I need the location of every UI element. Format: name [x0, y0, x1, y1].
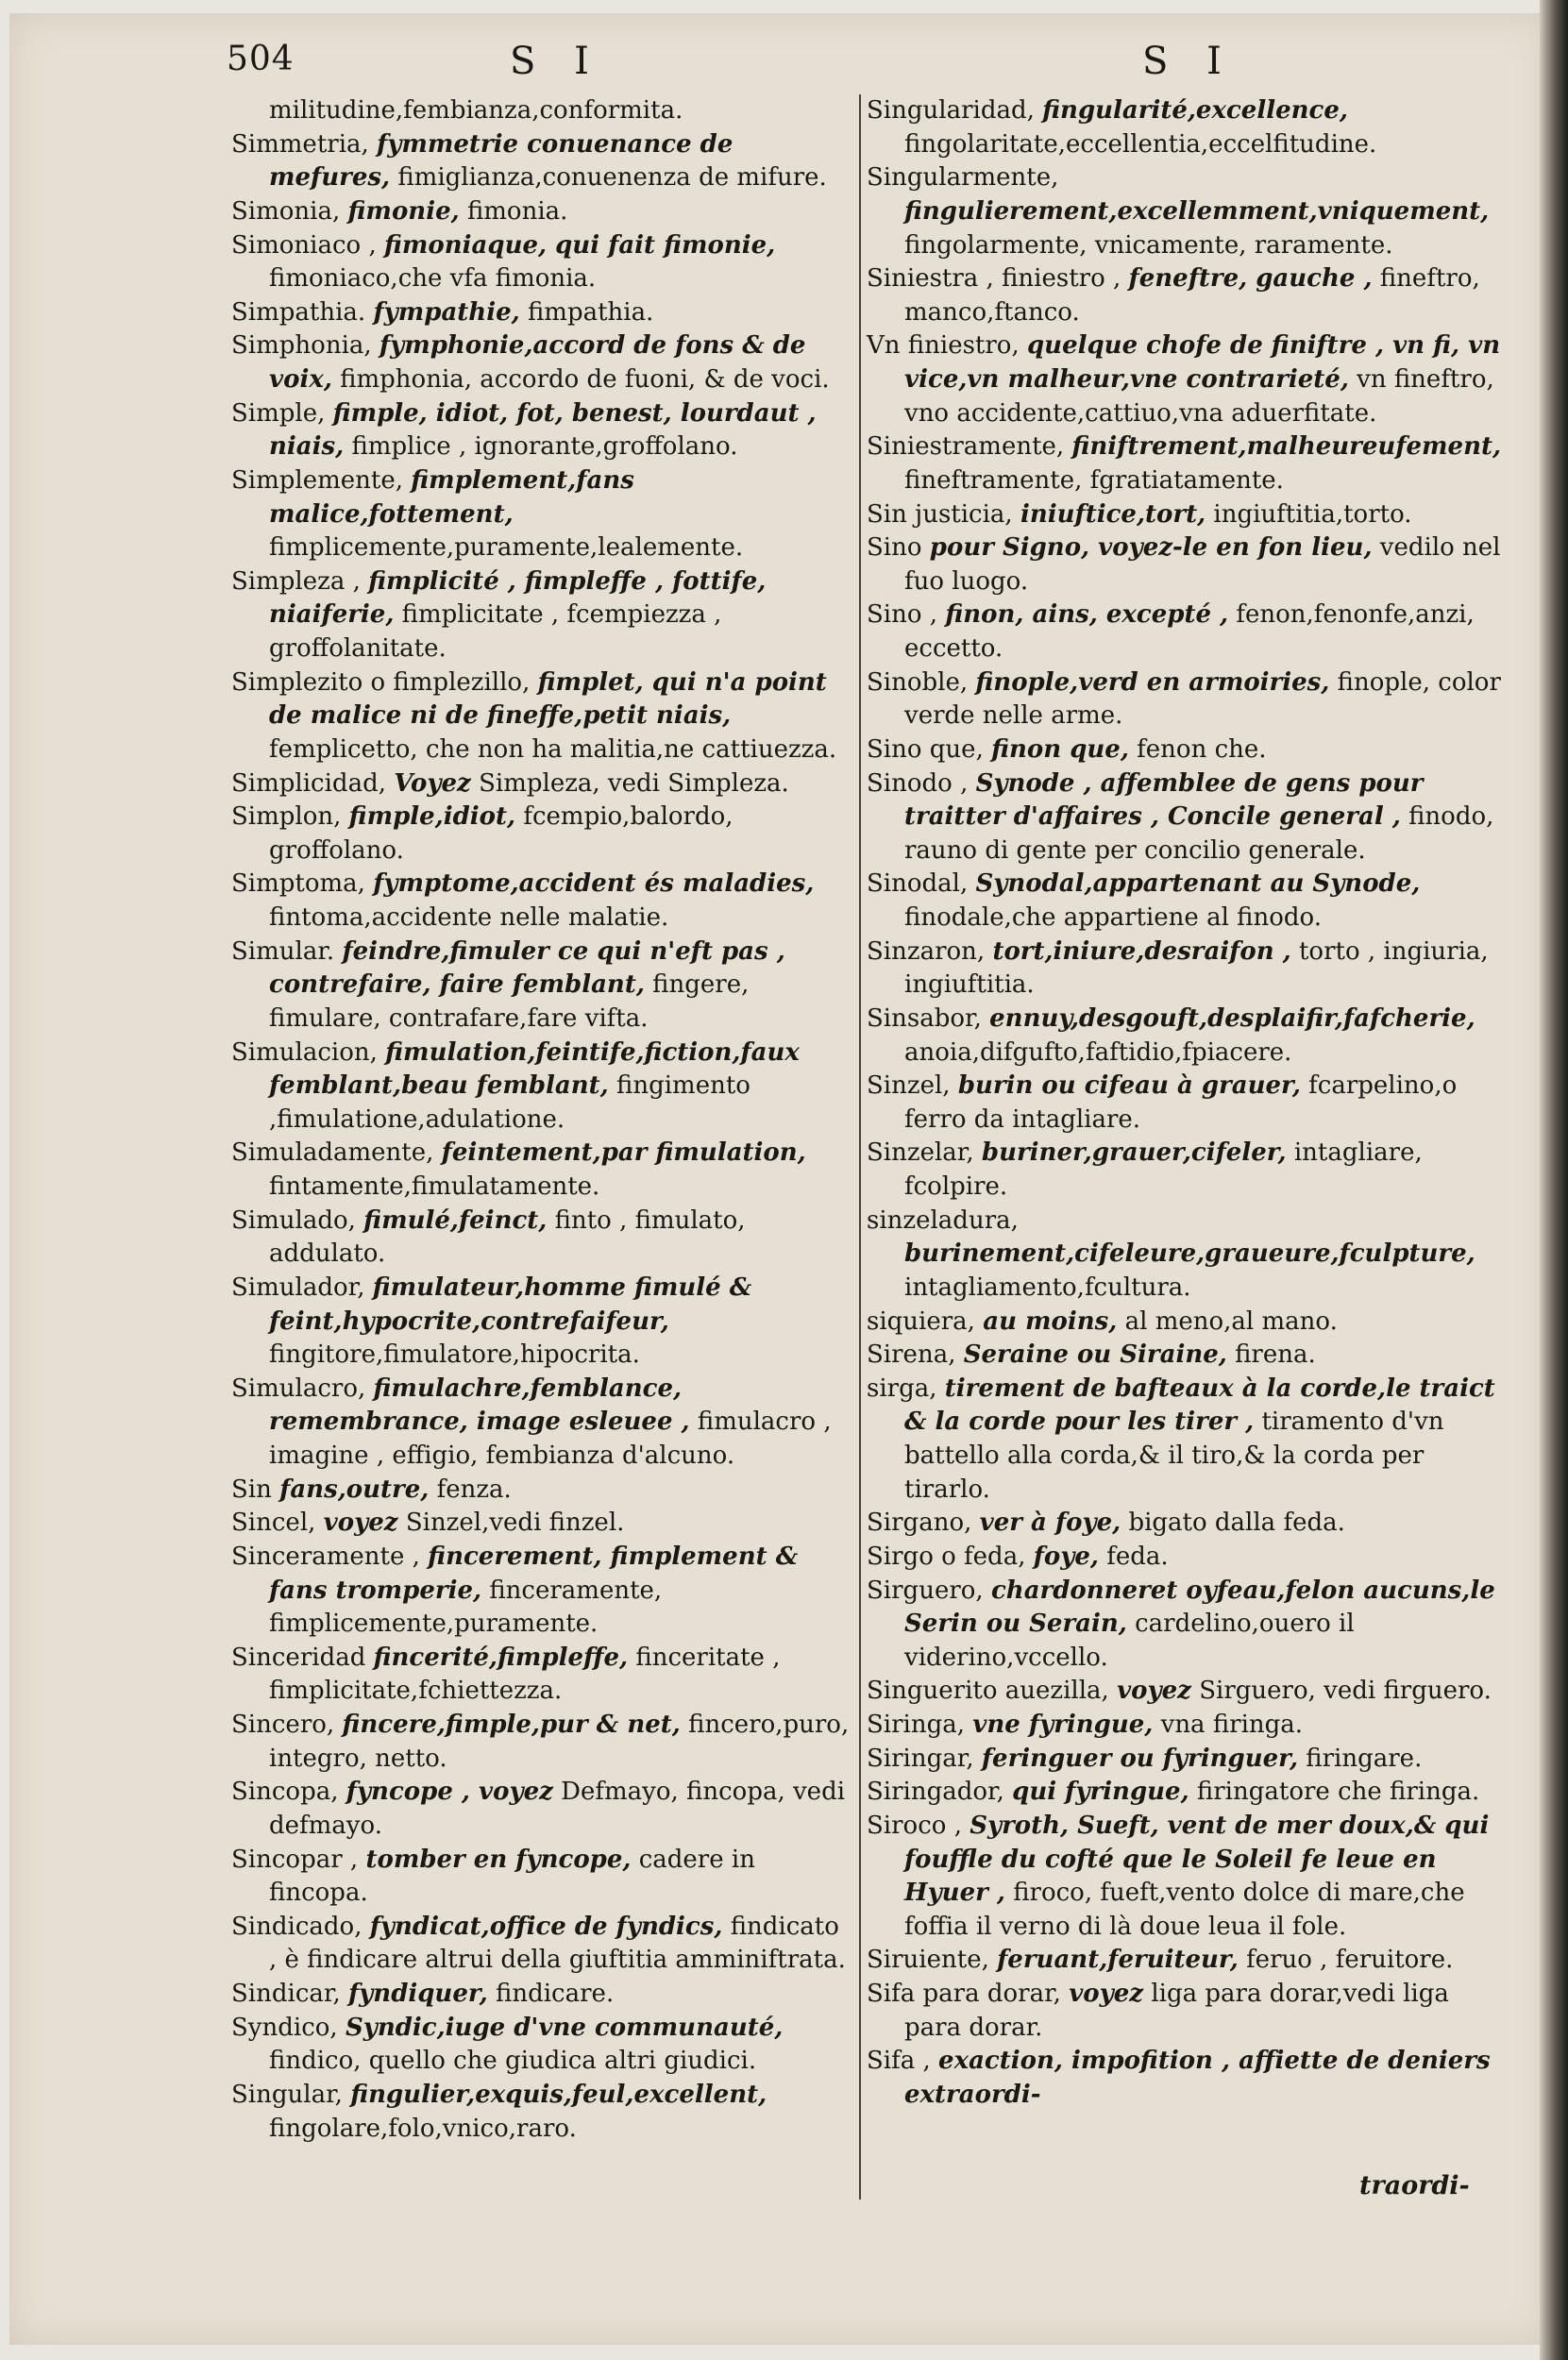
entry-french: fans,outre,: [279, 1475, 430, 1504]
entry-italian: finceramente, fimplicemente,puramente.: [269, 1576, 663, 1639]
dictionary-entry: [867, 1339, 1509, 1373]
dictionary-entry: [231, 296, 850, 330]
dictionary-entry: [231, 329, 850, 396]
entry-term: siquiera,: [867, 1306, 975, 1336]
dictionary-entry: [867, 1306, 1509, 1340]
dictionary-entry: [231, 1541, 850, 1642]
entry-french: ennuy,desgouft,desplaifir,fafcherie,: [989, 1003, 1475, 1033]
entry-italian: fimplice , ignorante,groffolano.: [351, 432, 738, 462]
entry-italian: fincero,puro, integro, netto.: [269, 1711, 850, 1773]
dictionary-entry: [231, 1507, 850, 1541]
entry-term: Simulado,: [231, 1205, 356, 1235]
entry-french: fincere,fimple,pur & net,: [342, 1711, 681, 1739]
entry-term: Singularmente,: [867, 163, 1059, 193]
dictionary-entry: [867, 1978, 1509, 2045]
entry-italian: finceritate , fimplicitate,fchiettezza.: [269, 1643, 781, 1706]
dictionary-entry: [867, 1575, 1509, 1676]
entry-french: foye,: [1033, 1542, 1099, 1571]
entry-italian: femplicetto, che non ha malitia,ne cattiuezza.: [269, 734, 837, 764]
entry-italian: firingare.: [1306, 1744, 1423, 1773]
entry-italian: tiramento d'vn battello alla corda,& il tiro,& la corda per tirarlo.: [904, 1408, 1444, 1504]
dictionary-entry: [867, 1507, 1509, 1541]
entry-italian: fimonia.: [466, 196, 568, 226]
entry-term: Sirgo o feda,: [867, 1542, 1026, 1571]
dictionary-entry: [867, 1776, 1509, 1810]
dictionary-entry: [231, 128, 850, 195]
entry-italian: Sirguero, vedi firguero.: [1199, 1677, 1492, 1706]
entry-term: Simulador,: [231, 1273, 365, 1302]
entry-term: Simplemente,: [231, 465, 404, 495]
entry-term: Simulacion,: [231, 1037, 378, 1067]
dictionary-entry: [867, 498, 1509, 532]
dictionary-entry: [231, 229, 850, 296]
entry-french: feringuer ou fyringuer,: [981, 1744, 1299, 1773]
dictionary-entry: [867, 1205, 1509, 1306]
entry-term: Sinoble,: [867, 667, 969, 697]
entry-italian: fingolarmente, vnicamente, raramente.: [904, 230, 1393, 260]
dictionary-entry: [867, 1709, 1509, 1743]
entry-italian: vedilo nel fuo luogo.: [904, 533, 1501, 596]
entry-french: au moins,: [983, 1306, 1118, 1336]
entry-term: Sinceridad: [231, 1643, 366, 1672]
entry-term: Sincopar ,: [231, 1845, 359, 1874]
entry-term: Simonia,: [231, 196, 341, 226]
entry-term: Sin: [231, 1475, 272, 1504]
entry-french: fyndicat,office de fyndics,: [369, 1912, 723, 1941]
entry-italian: fingolare,folo,vnico,raro.: [269, 2114, 577, 2143]
entry-term: Simpathia.: [231, 297, 366, 327]
entry-italian: findicare.: [496, 1980, 615, 2008]
entry-term: Siroco ,: [867, 1811, 962, 1840]
entry-italian: vn fineftro, vno accidente,cattiuo,vna aduerfitate.: [904, 365, 1494, 428]
dictionary-entry: [231, 1978, 850, 2012]
entry-italian: firingatore che firinga.: [1196, 1778, 1480, 1807]
entry-term: Sincopa,: [231, 1778, 339, 1807]
entry-term: Sino: [867, 533, 922, 563]
entry-italian: firena.: [1235, 1340, 1316, 1370]
entry-french: Synodal,appartenant au Synode,: [975, 869, 1421, 899]
dictionary-entry: [867, 598, 1509, 666]
entry-french: fymptome,accident és maladies,: [373, 869, 815, 899]
entry-french: finople,verd en armoiries,: [975, 667, 1330, 697]
dictionary-entry: [867, 1137, 1509, 1204]
entry-italian: findicato , è findicare altrui della giuftitia amminiftrata.: [269, 1912, 846, 1975]
entry-french: fimonie,: [347, 196, 460, 226]
entry-term: Sindicar,: [231, 1980, 341, 2008]
entry-term: Simmetria,: [231, 129, 369, 159]
dictionary-entry: [231, 1373, 850, 1474]
dictionary-entry: [231, 868, 850, 935]
entry-french: fyncope , voyez: [346, 1778, 553, 1807]
page-header: [0, 40, 1568, 96]
entry-term: Singuerito auezilla,: [867, 1677, 1109, 1706]
entry-french: tort,iniure,desraifon ,: [992, 936, 1291, 966]
entry-italian: fingitore,fimulatore,hipocrita.: [269, 1340, 640, 1370]
entry-italian: fenza.: [436, 1475, 512, 1504]
entry-french: feruant,feruiteur,: [997, 1946, 1239, 1975]
dictionary-entry: [867, 936, 1509, 1003]
entry-french: Voyez: [394, 768, 471, 798]
entry-french: ver à foye,: [979, 1509, 1121, 1538]
entry-french: fingulier,exquis,feul,excellent,: [350, 2080, 767, 2109]
entry-italian: finodo, rauno di gente per concilio generale.: [904, 802, 1494, 865]
entry-french: feneftre, gauche ,: [1128, 264, 1373, 294]
running-head-left: S I: [510, 40, 602, 83]
dictionary-entry: [867, 1810, 1509, 1945]
entry-french: fimulation,feintife,fiction,faux femblant,beau femblant,: [269, 1037, 800, 1101]
entry-italian: vna firinga.: [1160, 1711, 1304, 1739]
entry-term: Sincel,: [231, 1509, 316, 1538]
entry-italian: ingiuftitia,torto.: [1213, 499, 1412, 529]
entry-italian: liga para dorar,vedi liga para dorar.: [904, 1980, 1449, 2042]
entry-term: Siruiente,: [867, 1946, 989, 1975]
entry-italian: fimplicemente,puramente,lealemente.: [269, 533, 744, 563]
entry-french: fimple,idiot,: [348, 802, 516, 832]
dictionary-entry: [231, 397, 850, 464]
entry-french: fimplicité , fimpleffe , fottife, niaiferie,: [269, 566, 767, 630]
entry-continuation: militudine,fembianza,conformita.: [269, 96, 683, 125]
dictionary-entry: [867, 430, 1509, 497]
entry-french: quelque chofe de finiftre , vn fi, vn vice,vn malheur,vne contrarieté,: [904, 331, 1501, 394]
column-divider: [859, 94, 861, 2200]
entry-term: sinzeladura,: [867, 1205, 1019, 1235]
page-number: 504: [227, 40, 295, 78]
entry-italian: fintamente,fimulatamente.: [269, 1172, 600, 1201]
entry-italian: intagliamento,fcultura.: [904, 1273, 1191, 1302]
entry-term: Sin justicia,: [867, 499, 1013, 529]
entry-italian: fimiglianza,conuenenza de mifure.: [397, 163, 827, 193]
entry-term: Simulacro,: [231, 1374, 366, 1403]
entry-french: finon que,: [991, 734, 1129, 764]
entry-italian: findico, quello che giudica altri giudici.: [269, 2047, 757, 2076]
entry-term: Siniestra , finiestro ,: [867, 264, 1121, 294]
left-column: [231, 94, 850, 2146]
entry-french: fymmetrie conuenance de mefures,: [269, 129, 733, 193]
dictionary-entry: [231, 666, 850, 767]
entry-term: Sifa para dorar,: [867, 1980, 1061, 2008]
dictionary-entry: [867, 161, 1509, 262]
entry-term: Simplon,: [231, 802, 342, 832]
dictionary-entry: [867, 329, 1509, 430]
entry-french: fimplement,fans malice,fottement,: [269, 465, 634, 529]
entry-french: finon, ains, excepté ,: [945, 600, 1229, 630]
dictionary-entry: [867, 1003, 1509, 1070]
dictionary-entry: [231, 565, 850, 666]
dictionary-entry: [231, 2079, 850, 2146]
entry-term: Sino ,: [867, 600, 938, 630]
entry-term: Sindicado,: [231, 1912, 362, 1941]
entry-term: Vn finiestro,: [867, 331, 1020, 361]
dictionary-entry: [867, 1675, 1509, 1709]
entry-french: iniuftice,tort,: [1020, 499, 1206, 529]
dictionary-entry: [231, 767, 850, 801]
entry-term: sirga,: [867, 1374, 937, 1403]
entry-term: Siringa,: [867, 1711, 966, 1739]
entry-french: fingularité,excellence,: [1042, 96, 1348, 125]
entry-french: finiftrement,malheureufement,: [1071, 432, 1502, 462]
entry-french: feintement,par fimulation,: [441, 1138, 806, 1168]
dictionary-entry: [867, 2045, 1509, 2112]
dictionary-entry: [231, 94, 850, 128]
entry-italian: fingolaritate,eccellentia,eccelfitudine.: [904, 129, 1377, 159]
entry-italian: fingere, fimulare, contrafare,fare vifta.: [269, 970, 750, 1033]
entry-italian: feda.: [1106, 1542, 1169, 1571]
entry-italian: cardelino,ouero il viderino,vccello.: [904, 1610, 1355, 1672]
entry-term: Sinceramente ,: [231, 1542, 420, 1571]
entry-italian: Sinzel,vedi finzel.: [405, 1509, 625, 1538]
dictionary-entry: [231, 1844, 850, 1911]
dictionary-entry: [867, 1944, 1509, 1978]
dictionary-entry: [231, 1272, 850, 1373]
dictionary-entry: [867, 262, 1509, 329]
entry-term: Sinzaron,: [867, 936, 986, 966]
dictionary-entry: [867, 1541, 1509, 1575]
dictionary-entry: [867, 868, 1509, 935]
entry-french: feindre,fimuler ce qui n'eft pas , contrefaire, faire femblant,: [269, 936, 785, 1000]
dictionary-entry: [867, 767, 1509, 868]
entry-italian: finodale,che appartiene al finodo.: [904, 903, 1322, 932]
dictionary-entry: [231, 1137, 850, 1204]
entry-term: Siringador,: [867, 1778, 1004, 1807]
entry-term: Simuladamente,: [231, 1138, 434, 1168]
entry-french: voyez: [1069, 1980, 1144, 2008]
dictionary-entry: [231, 1911, 850, 1978]
entry-term: Simple,: [231, 398, 326, 428]
catchword: traordi-: [1359, 2171, 1470, 2200]
entry-term: Sinsabor,: [867, 1003, 982, 1033]
entry-french: Syndic,iuge d'vne communauté,: [345, 2013, 784, 2042]
entry-french: fymphonie,accord de fons & de voix,: [269, 331, 806, 394]
entry-italian: Defmayo, fincopa, vedi defmayo.: [269, 1778, 846, 1840]
entry-term: Simpleza ,: [231, 566, 361, 596]
entry-french: vne fyringue,: [972, 1711, 1154, 1739]
entry-french: fimple, idiot, fot, benest, lourdaut , niais,: [269, 398, 817, 462]
entry-french: voyez: [1117, 1677, 1191, 1706]
dictionary-entry: [231, 1709, 850, 1776]
entry-term: Sirena,: [867, 1340, 956, 1370]
entry-french: fimulachre,femblance, remembrance, image esleuee ,: [269, 1374, 690, 1437]
dictionary-entry: [867, 1373, 1509, 1508]
dictionary-entry: [867, 94, 1509, 161]
entry-french: fimoniaque, qui fait fimonie,: [384, 230, 776, 260]
entry-french: fimulé,feinct,: [363, 1205, 548, 1235]
entry-french: fimulateur,homme fimulé & feint,hypocrite,contrefaifeur,: [269, 1273, 752, 1336]
entry-french: tomber en fyncope,: [365, 1845, 632, 1874]
entry-term: Simplicidad,: [231, 768, 386, 798]
dictionary-entry: [867, 1743, 1509, 1777]
book-spine-shadow: [1540, 0, 1568, 2360]
dictionary-entry: [231, 1205, 850, 1272]
entry-term: Sirguero,: [867, 1576, 984, 1605]
entry-french: pour Signo, voyez-le en fon lieu,: [929, 533, 1373, 563]
entry-italian: finto , fimulato, addulato.: [269, 1205, 746, 1269]
entry-term: Simular.: [231, 936, 335, 966]
entry-term: Sincero,: [231, 1711, 335, 1739]
entry-term: Simptoma,: [231, 869, 365, 899]
entry-term: Syndico,: [231, 2013, 338, 2042]
entry-italian: anoia,difgufto,faftidio,fpiacere.: [904, 1037, 1292, 1067]
dictionary-entry: [231, 464, 850, 565]
entry-italian: fcarpelino,o ferro da intagliare.: [904, 1071, 1458, 1134]
entry-italian: fingimento ,fimulatione,adulatione.: [269, 1071, 750, 1134]
entry-french: burin ou cifeau à grauer,: [957, 1071, 1301, 1101]
entry-italian: fimulacro , imagine , effigio, fembianza d'alcuno.: [269, 1408, 832, 1470]
entry-french: fimplet, qui n'a point de malice ni de fineffe,petit niais,: [269, 667, 827, 731]
entry-italian: fcempio,balordo, groffolano.: [269, 802, 733, 865]
entry-italian: finople, color verde nelle arme.: [904, 667, 1501, 731]
entry-french: fyndiquer,: [348, 1980, 488, 2008]
entry-italian: fimpathia.: [527, 297, 654, 327]
dictionary-entry: [231, 1474, 850, 1508]
entry-italian: feruo , feruitore.: [1246, 1946, 1454, 1975]
entry-french: Seraine ou Siraine,: [963, 1340, 1227, 1370]
right-column: [867, 94, 1509, 2113]
entry-italian: fimoniaco,che vfa fimonia.: [269, 264, 597, 294]
dictionary-entry: [231, 936, 850, 1037]
entry-term: Singular,: [231, 2080, 343, 2109]
entry-italian: fimphonia, accordo de fuoni, & de voci.: [340, 365, 830, 394]
entry-italian: fineftramente, fgratiatamente.: [904, 465, 1284, 495]
entry-french: tirement de bafteaux à la corde,le traict & la corde pour les tirer ,: [904, 1374, 1495, 1437]
entry-term: Sirgano,: [867, 1509, 972, 1538]
entry-italian: intagliare, fcolpire.: [904, 1138, 1423, 1201]
entry-term: Siniestramente,: [867, 432, 1065, 462]
entry-french: qui fyringue,: [1012, 1778, 1189, 1807]
entry-italian: cadere in fincopa.: [269, 1845, 755, 1908]
entry-french: fincerité,fimpleffe,: [373, 1643, 629, 1672]
entry-french: Syroth, Sueft, vent de mer doux,& qui fouffle du cofté que le Soleil fe leue en Hyuer ,: [904, 1811, 1490, 1908]
entry-french: fympathie,: [373, 297, 520, 327]
entry-french: buriner,grauer,cifeler,: [981, 1138, 1287, 1168]
dictionary-entry: [231, 1776, 850, 1843]
dictionary-entry: [867, 733, 1509, 767]
entry-french: exaction, impofition , affiette de deniers extraordi-: [904, 2047, 1491, 2109]
dictionary-entry: [231, 195, 850, 229]
entry-term: Singularidad,: [867, 96, 1035, 125]
entry-italian: fimplicitate , fcempiezza , groffolanitate.: [269, 600, 722, 663]
entry-italian: torto , ingiuria, ingiuftitia.: [904, 936, 1489, 1000]
entry-term: Sinzel,: [867, 1071, 951, 1101]
entry-french: burinement,cifeleure,graueure,fculpture,: [904, 1239, 1475, 1269]
entry-italian: fenon,fenonfe,anzi, eccetto.: [904, 600, 1475, 663]
dictionary-entry: [231, 2012, 850, 2079]
entry-french: fingulierement,excellemment,vniquement,: [904, 196, 1490, 226]
entry-term: Simoniaco ,: [231, 230, 377, 260]
dictionary-entry: [231, 1037, 850, 1138]
dictionary-entry: [867, 1070, 1509, 1137]
entry-italian: bigato dalla feda.: [1128, 1509, 1345, 1538]
running-head-right: S I: [1142, 40, 1235, 83]
dictionary-entry: [231, 801, 850, 868]
entry-french: fincerement, fimplement & fans tromperie,: [269, 1542, 799, 1605]
dictionary-entry: [231, 1642, 850, 1709]
entry-italian: fineftro, manco,ftanco.: [904, 264, 1480, 327]
entry-term: Sinodo ,: [867, 768, 969, 798]
entry-term: Simphonia,: [231, 331, 372, 361]
entry-italian: fintoma,accidente nelle malatie.: [269, 903, 669, 932]
entry-term: Siringar,: [867, 1744, 974, 1773]
entry-italian: Simpleza, vedi Simpleza.: [479, 768, 789, 798]
entry-term: Sinodal,: [867, 869, 969, 899]
entry-term: Sifa ,: [867, 2047, 931, 2076]
entry-french: Synode , affemblee de gens pour traitter d'affaires , Concile general ,: [904, 768, 1424, 832]
entry-italian: firoco, fueft,vento dolce di mare,che foffia il verno di là doue leua il fole.: [904, 1879, 1465, 1941]
entry-term: Sino que,: [867, 734, 984, 764]
entry-italian: al meno,al mano.: [1124, 1306, 1338, 1336]
entry-term: Sinzelar,: [867, 1138, 974, 1168]
entry-italian: fenon che.: [1137, 734, 1267, 764]
entry-french: voyez: [323, 1509, 398, 1538]
entry-french: chardonneret oyfeau,felon aucuns,le Serin ou Serain,: [904, 1576, 1495, 1639]
dictionary-entry: [867, 666, 1509, 733]
dictionary-entry: [867, 531, 1509, 598]
entry-term: Simplezito o fimplezillo,: [231, 667, 531, 697]
